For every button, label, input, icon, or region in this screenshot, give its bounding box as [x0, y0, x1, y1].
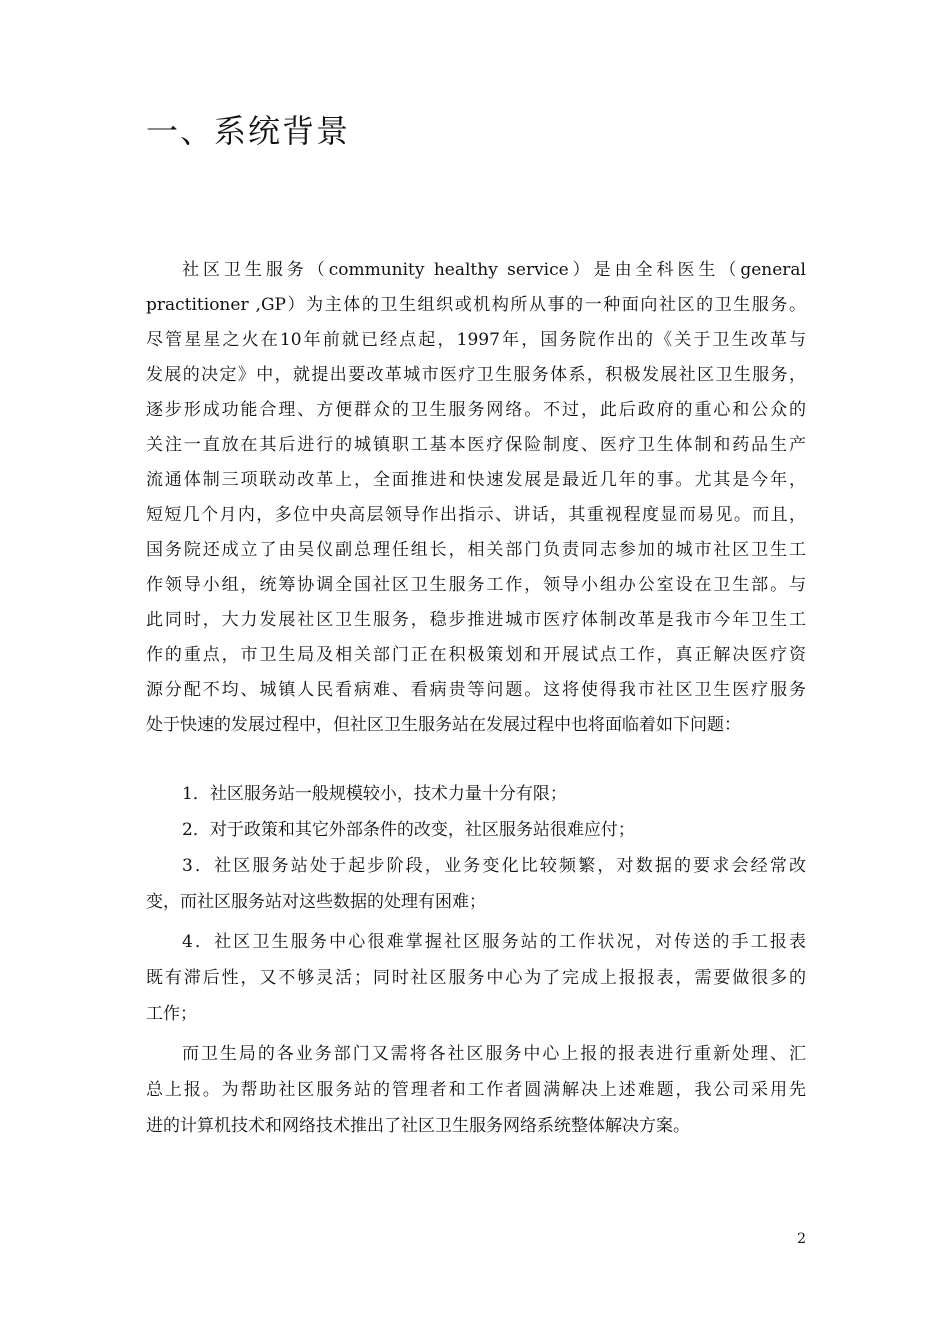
paragraph-1-line-10: 作领导小组，统筹协调全国社区卫生服务工作，领导小组办公室设在卫生部。与 — [146, 575, 806, 595]
paragraph-1-line-9: 国务院还成立了由吴仪副总理任组长，相关部门负责同志参加的城市社区卫生工 — [146, 540, 806, 560]
paragraph-6-line-1: 而卫生局的各业务部门又需将各社区服务中心上报的报表进行重新处理、汇 — [182, 1044, 806, 1064]
paragraph-1-line-5: 逐步形成功能合理、方便群众的卫生服务网络。不过，此后政府的重心和公众的 — [146, 400, 806, 420]
list-item-4-line-1: 4．社区卫生服务中心很难掌握社区服务站的工作状况，对传送的手工报表 — [182, 932, 806, 952]
paragraph-1-line-11: 此同时，大力发展社区卫生服务，稳步推进城市医疗体制改革是我市今年卫生工 — [146, 610, 806, 630]
paragraph-1-line-3: 尽管星星之火在10年前就已经点起，1997年，国务院作出的《关于卫生改革与 — [146, 330, 806, 350]
paragraph-6-line-3: 进的计算机技术和网络技术推出了社区卫生服务网络系统整体解决方案。 — [146, 1116, 690, 1136]
paragraph-1-line-6: 关注一直放在其后进行的城镇职工基本医疗保险制度、医疗卫生体制和药品生产 — [146, 435, 806, 455]
list-item-2-line-1: 2．对于政策和其它外部条件的改变，社区服务站很难应付； — [182, 820, 635, 840]
list-item-4-line-3: 工作； — [146, 1004, 197, 1024]
list-item-4-line-2: 既有滞后性，又不够灵活；同时社区服务中心为了完成上报报表，需要做很多的 — [146, 968, 806, 988]
paragraph-1-line-4: 发展的决定》中，就提出要改革城市医疗卫生服务体系，积极发展社区卫生服务， — [146, 365, 806, 385]
paragraph-1-line-1: 社区卫生服务（community healthy service）是由全科医生（general — [182, 260, 806, 280]
paragraph-1-line-13: 源分配不均、城镇人民看病难、看病贵等问题。这将使得我市社区卫生医疗服务 — [146, 680, 806, 700]
list-item-3-line-2: 变，而社区服务站对这些数据的处理有困难； — [146, 892, 486, 912]
paragraph-1-line-8: 短短几个月内，多位中央高层领导作出指示、讲话，其重视程度显而易见。而且， — [146, 505, 806, 525]
list-item-3-line-1: 3．社区服务站处于起步阶段，业务变化比较频繁，对数据的要求会经常改 — [182, 856, 806, 876]
page-title: 一、系统背景 — [146, 112, 351, 150]
paragraph-6-line-2: 总上报。为帮助社区服务站的管理者和工作者圆满解决上述难题，我公司采用先 — [146, 1080, 806, 1100]
page-number: 2 — [797, 1231, 806, 1247]
list-item-1-line-1: 1．社区服务站一般规模较小，技术力量十分有限； — [182, 784, 567, 804]
paragraph-1-line-7: 流通体制三项联动改革上，全面推进和快速发展是最近几年的事。尤其是今年， — [146, 470, 806, 490]
paragraph-1-line-14: 处于快速的发展过程中，但社区卫生服务站在发展过程中也将面临着如下问题： — [146, 715, 741, 735]
paragraph-1-line-2: practitioner ,GP）为主体的卫生组织或机构所从事的一种面向社区的卫生服务。 — [146, 295, 806, 315]
paragraph-1-line-12: 作的重点，市卫生局及相关部门正在积极策划和开展试点工作，真正解决医疗资 — [146, 645, 806, 665]
